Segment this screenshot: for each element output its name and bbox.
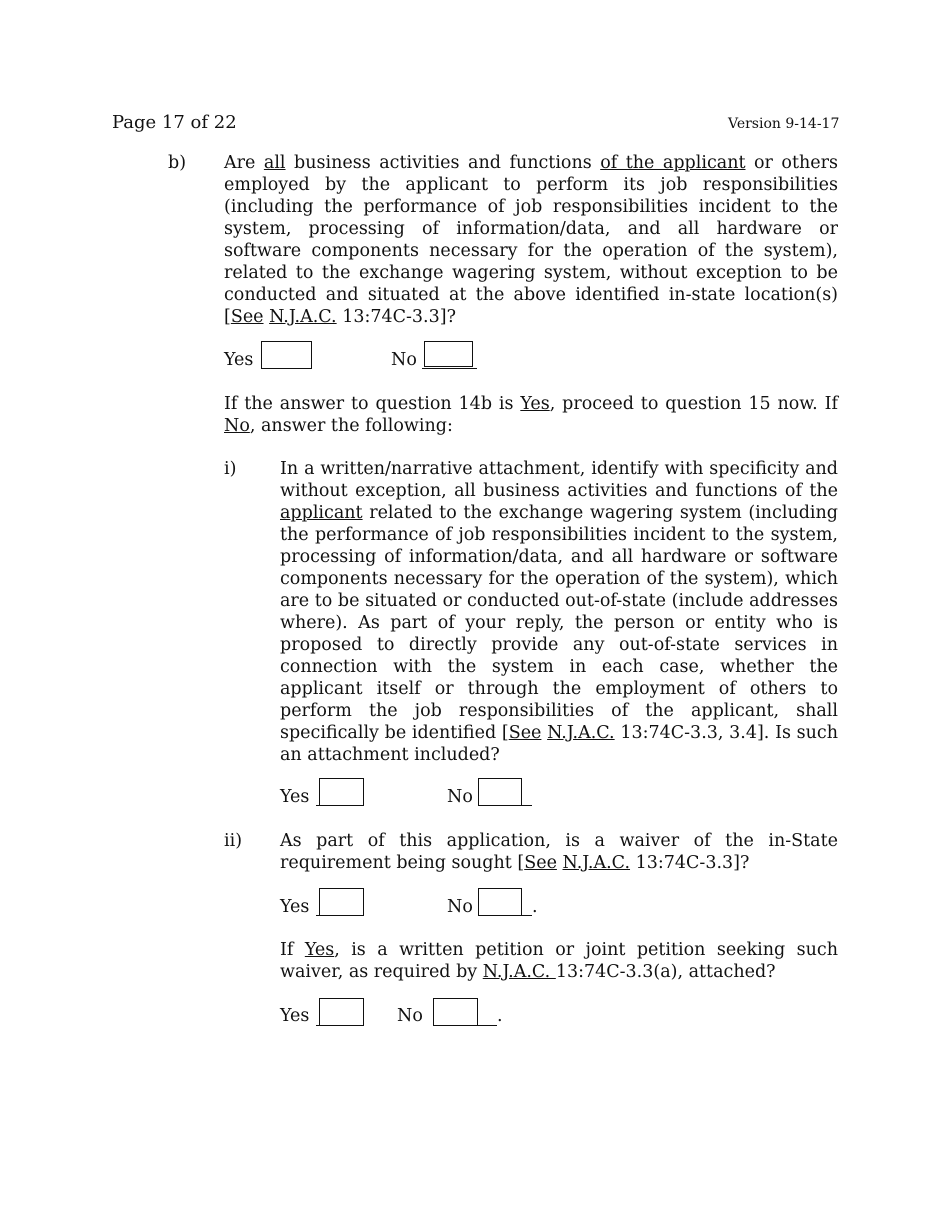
- question-14b-label: b): [168, 153, 187, 173]
- petition-no-checkbox[interactable]: [433, 998, 478, 1026]
- qi-yes-label: Yes: [280, 787, 310, 807]
- q14b-no-label: No: [391, 350, 417, 370]
- question-i-label: i): [224, 459, 237, 479]
- question-14b-text: Are all business activities and functions of the applicant or others employed by the applicant to perform its job responsibilities (including the performance of job responsibilities incident to the system, processing of information/data, and all hardware or software components necessary for the operation of the system), related to the exchange wagering system, without exception to be conducted and situated at the above identified in-state location(s) [See N.J.A.C. 13:74C-3.3]?: [224, 153, 838, 327]
- qi-no-label: No: [447, 787, 473, 807]
- qi-yes-checkbox[interactable]: [319, 778, 364, 806]
- petition-yes-checkbox[interactable]: [319, 998, 364, 1026]
- petition-no-label: No: [397, 1006, 423, 1026]
- petition-question-text: If Yes, is a written petition or joint petition seeking such waiver, as required by N.J.A.C. 13:74C-3.3(a), attached?: [280, 940, 838, 982]
- qi-no-underline: [521, 805, 532, 806]
- q14b-yes-checkbox[interactable]: [261, 341, 312, 369]
- version-label: Version 9-14-17: [728, 116, 840, 132]
- petition-no-underline: [477, 1025, 497, 1026]
- followup-instruction: If the answer to question 14b is Yes, proceed to question 15 now. If No, answer the following:: [224, 394, 838, 436]
- question-ii-text: As part of this application, is a waiver of the in-State requirement being sought [See N.J.A.C. 13:74C-3.3]?: [280, 831, 838, 873]
- qii-no-underline: [521, 915, 532, 916]
- qii-no-checkbox[interactable]: [478, 888, 522, 916]
- qii-no-period: .: [532, 897, 538, 917]
- petition-yes-label: Yes: [280, 1006, 310, 1026]
- page-number: Page 17 of 22: [112, 112, 237, 133]
- q14b-no-underline: [422, 368, 477, 369]
- qi-no-checkbox[interactable]: [478, 778, 522, 806]
- qii-yes-label: Yes: [280, 897, 310, 917]
- qii-no-label: No: [447, 897, 473, 917]
- question-i-text: In a written/narrative attachment, identify with specificity and without exception, all business activities and functions of the applicant related to the exchange wagering system (including the performance of job responsibilities incident to the system, processing of information/data, and all hardware or software components necessary for the operation of the system), which are to be situated or conducted out-of-state (include addresses where). As part of your reply, the person or entity who is proposed to directly provide any out-of-state services in connection with the system in each case, whether the applicant itself or through the employment of others to perform the job responsibilities of the applicant, shall specifically be identified [See N.J.A.C. 13:74C-3.3, 3.4]. Is such an attachment included?: [280, 459, 838, 765]
- petition-no-period: .: [497, 1006, 503, 1026]
- qii-yes-checkbox[interactable]: [319, 888, 364, 916]
- question-ii-label: ii): [224, 831, 243, 851]
- q14b-yes-label: Yes: [224, 350, 254, 370]
- q14b-no-checkbox[interactable]: [424, 341, 473, 367]
